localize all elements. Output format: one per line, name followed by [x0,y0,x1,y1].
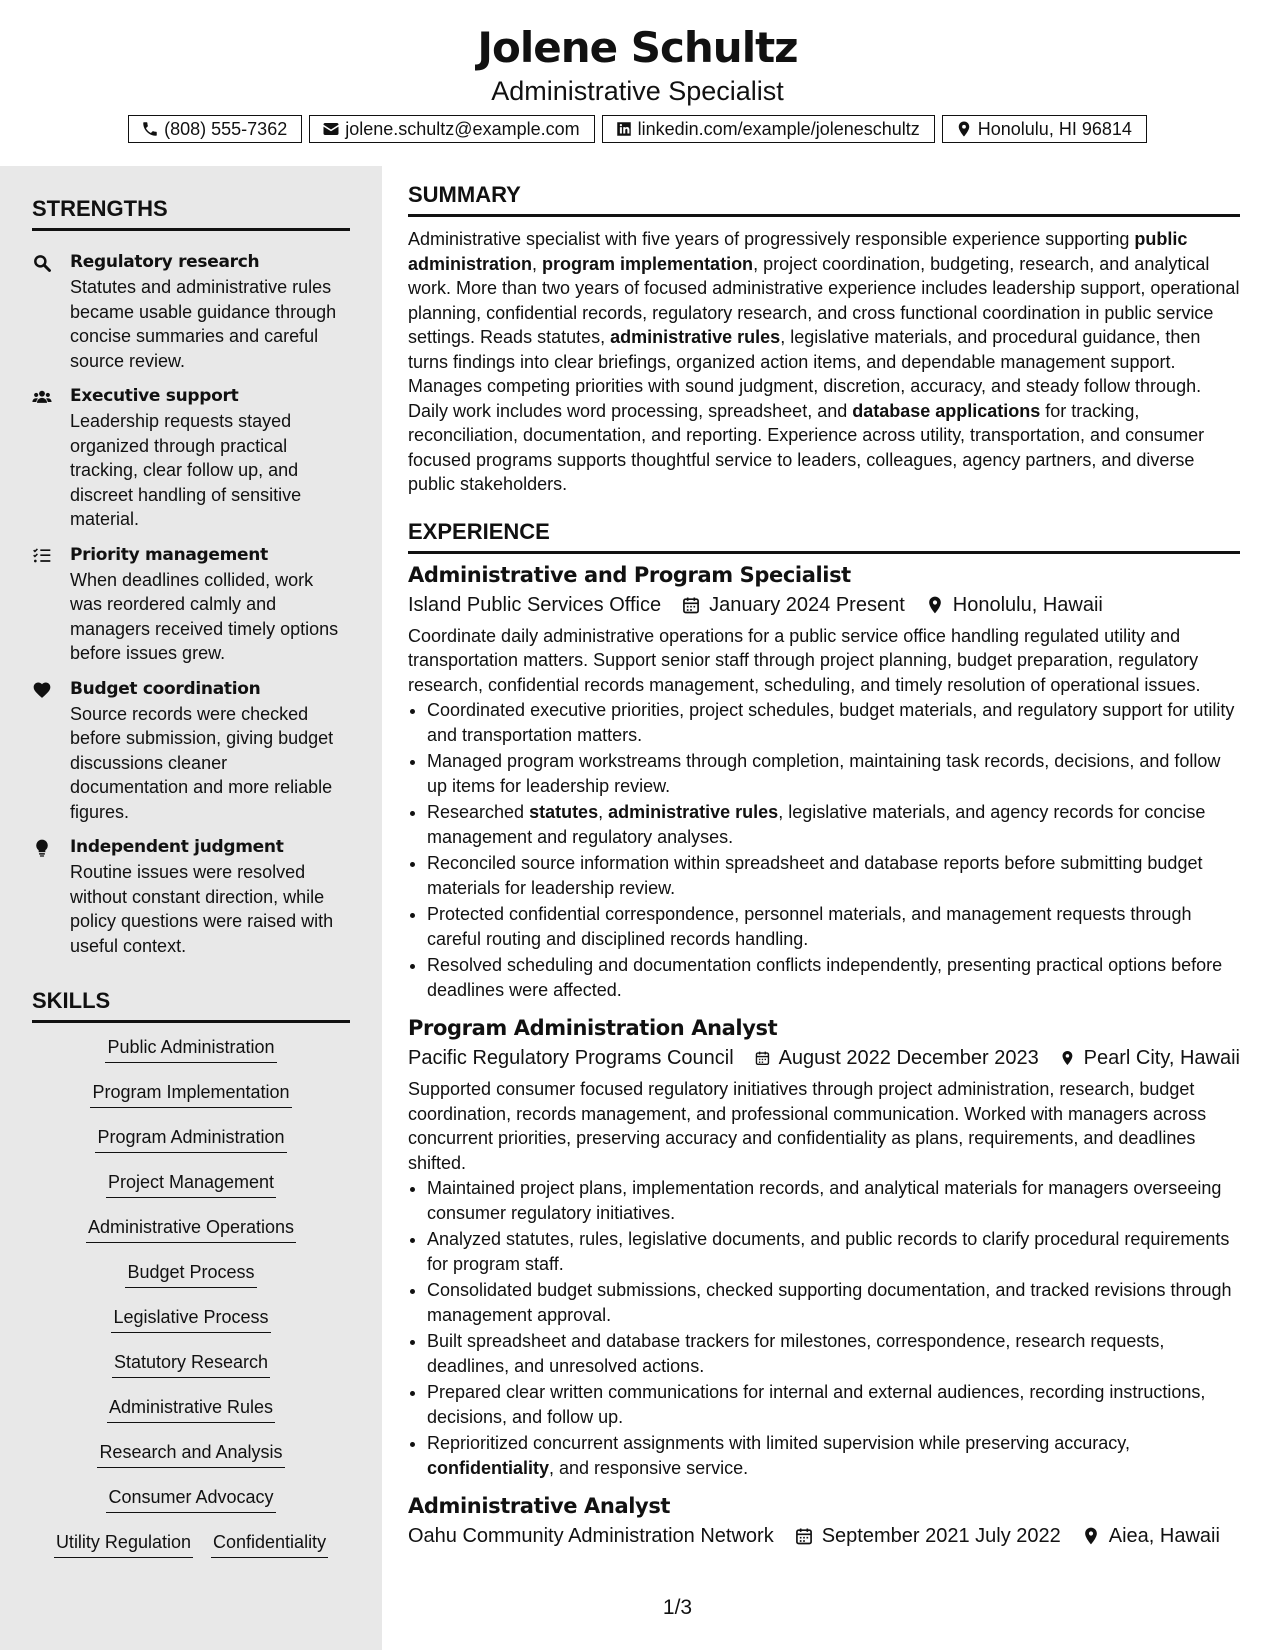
skill-tag: Administrative Rules [107,1395,275,1423]
strengths-heading: STRENGTHS [32,180,350,231]
skill-tag: Confidentiality [211,1530,328,1558]
skill-tag: Research and Analysis [97,1440,284,1468]
contact-location [942,115,1147,143]
strength-desc: Routine issues were resolved without constant direction, while policy questions were raised with useful context. [70,862,334,956]
job-entry [408,1491,1240,1551]
job-bullet: • Researched statutes, administrative rules, legislative materials, and agency records for concise management and regulatory analyses. [427,800,1240,850]
strength-desc: Statutes and administrative rules became usable guidance through concise summaries and careful source review. [70,277,337,371]
job-bullet: • Reprioritized concurrent assignments with limited supervision while preserving accuracy, confidentiality, and responsive service. [427,1431,1240,1481]
page-number [0,1594,1275,1622]
heart-icon [32,680,52,700]
candidate-title: Administrative Specialist [491,76,784,106]
skill-tag: Legislative Process [111,1305,270,1333]
job-description: Supported consumer focused regulatory initiatives through project administration, research, budget coordination, records management, and professional communication. Worked with managers across concurrent priorities, preserving accuracy and confidentiality as plans, requirements, and deadlines shifted. [408,1079,1207,1173]
job-entry [408,1013,1240,1481]
skill-tag: Project Management [106,1170,276,1198]
map-pin-icon [955,120,973,138]
job-org: Oahu Community Administration Network [408,1525,774,1547]
phone-icon [141,120,159,138]
candidate-name: Jolene Schultz [477,23,798,72]
strength-item [32,834,350,958]
job-bullet: • Built spreadsheet and database trackers for milestones, correspondence, research requests, deadlines, and unresolved actions. [427,1329,1240,1379]
skill-tag: Budget Process [125,1260,256,1288]
strength-title: Budget coordination [70,678,261,699]
contact-phone [128,115,302,143]
skill-tag: Consumer Advocacy [106,1485,275,1513]
job-meta [408,1521,1240,1551]
strength-item [32,542,350,666]
skill-tag: Statutory Research [112,1350,270,1378]
strength-title: Priority management [70,544,268,565]
job-bullet: • Consolidated budget submissions, checked supporting documentation, and tracked revisions through management approval. [427,1278,1240,1328]
strength-title: Executive support [70,386,239,406]
job-dates: January 2024 Present [709,593,905,616]
strength-item [32,383,350,532]
contact-email-text: jolene.schultz@example.com [345,119,580,139]
map-pin-icon [1059,1048,1076,1068]
list-check-icon [32,546,52,566]
contact-email [309,115,594,143]
job-bullet: • Managed program workstreams through completion, maintaining task records, decisions, and follow up items for leadership review. [427,749,1240,799]
job-title: Administrative Analyst [408,1494,671,1518]
job-org: Pacific Regulatory Programs Council [408,1047,734,1069]
contact-location-text: Honolulu, HI 96814 [977,119,1132,139]
linkedin-icon [615,120,633,138]
resume-header [0,0,1275,142]
job-description: Coordinate daily administrative operations for a public service office handling regulated utility and transportation matters. Support senior staff through project planning, budget preparation, regulatory research, confidential records management, scheduling, and timely resolution of operational issues. [408,625,1201,695]
job-entry [408,560,1240,1004]
job-title: Program Administration Analyst [408,1016,778,1040]
job-bullet: • Coordinated executive priorities, project schedules, budget materials, and regulatory support for utility and transportation matters. [427,698,1240,748]
contact-linkedin [602,115,935,143]
page-number-text: 1/3 [662,1596,693,1619]
job-bullets [408,698,1240,1003]
strength-title: Independent judgment [70,837,284,857]
summary-text: Administrative specialist with five years of progressively responsible experience supporting public administration, program implementation, project coordination, budgeting, research, and analytical work. More than two years of focused administrative experience includes leadership support, operational planning, confidential records, regulatory research, and cross functional coordination in public service settings. Reads statutes, administrative rules, legislative materials, and procedural guidance, then turns findings into clear briefings, organized action items, and dependable management support. Manages competing priorities with sound judgment, discretion, accuracy, and steady follow through. Daily work includes word processing, spreadsheet, and database applications for tracking, reconciliation, documentation, and reporting. Experience across utility, transportation, and consumer focused programs supports thoughtful service to leaders, colleagues, agency partners, and diverse public stakeholders. [408,229,1240,494]
contact-linkedin-text: linkedin.com/example/joleneschultz [637,119,920,139]
summary-heading: SUMMARY [408,166,1240,217]
strengths-list [32,231,350,958]
contact-bar [0,115,1275,143]
job-bullet: • Protected confidential correspondence, personnel materials, and management requests through careful routing and disciplined records handling. [427,902,1240,952]
job-location: Aiea, Hawaii [1108,1525,1220,1547]
main-column [408,166,1240,1551]
skill-tag: Program Administration [95,1125,286,1153]
job-location: Honolulu, Hawaii [952,593,1103,616]
strength-title: Regulatory research [70,252,260,272]
job-bullet: • Analyzed statutes, rules, legislative documents, and public records to clarify procedural requirements for program staff. [427,1227,1240,1277]
job-org: Island Public Services Office [408,593,662,616]
calendar-icon [754,1048,771,1068]
sidebar [0,166,382,1650]
envelope-icon [322,120,340,138]
job-bullet: • Prepared clear written communications for internal and external audiences, recording instructions, decisions, and follow up. [427,1380,1240,1430]
job-meta [408,1043,1240,1073]
calendar-icon [681,595,701,615]
skills-list [32,1023,350,1575]
lightbulb-icon [32,838,52,858]
skill-tag: Utility Regulation [54,1530,193,1558]
job-location: Pearl City, Hawaii [1083,1047,1240,1069]
calendar-icon [794,1526,814,1546]
skill-tag: Public Administration [105,1035,276,1063]
job-bullet: • Reconciled source information within spreadsheet and database reports before submitting budget materials for leadership review. [427,851,1240,901]
skills-heading: SKILLS [32,972,350,1023]
job-meta [408,590,1240,620]
map-pin-icon [1081,1526,1101,1546]
search-icon [32,253,52,273]
strength-desc: Leadership requests stayed organized through practical tracking, clear follow up, and discreet handling of sensitive material. [70,411,302,529]
job-title: Administrative and Program Specialist [408,562,851,587]
users-icon [32,387,52,407]
strength-item [32,249,350,373]
strength-desc: Source records were checked before submission, giving budget discussions cleaner documentation and more reliable figures. [70,703,334,822]
strength-desc: When deadlines collided, work was reordered calmly and managers received timely options before issues grew. [70,569,339,663]
strength-item [32,676,350,825]
skill-tag: Program Implementation [90,1080,291,1108]
job-bullet: • Maintained project plans, implementation records, and analytical materials for managers overseeing consumer regulatory initiatives. [427,1176,1240,1226]
experience-heading: EXPERIENCE [408,503,1240,554]
job-dates: August 2022 December 2023 [778,1047,1039,1069]
job-dates: September 2021 July 2022 [821,1525,1061,1547]
job-bullets [408,1176,1240,1481]
map-pin-icon [925,595,945,615]
job-bullet: • Resolved scheduling and documentation conflicts independently, presenting practical options before deadlines were affected. [427,953,1240,1003]
skill-tag: Administrative Operations [86,1215,296,1243]
contact-phone-text: (808) 555-7362 [164,119,288,139]
